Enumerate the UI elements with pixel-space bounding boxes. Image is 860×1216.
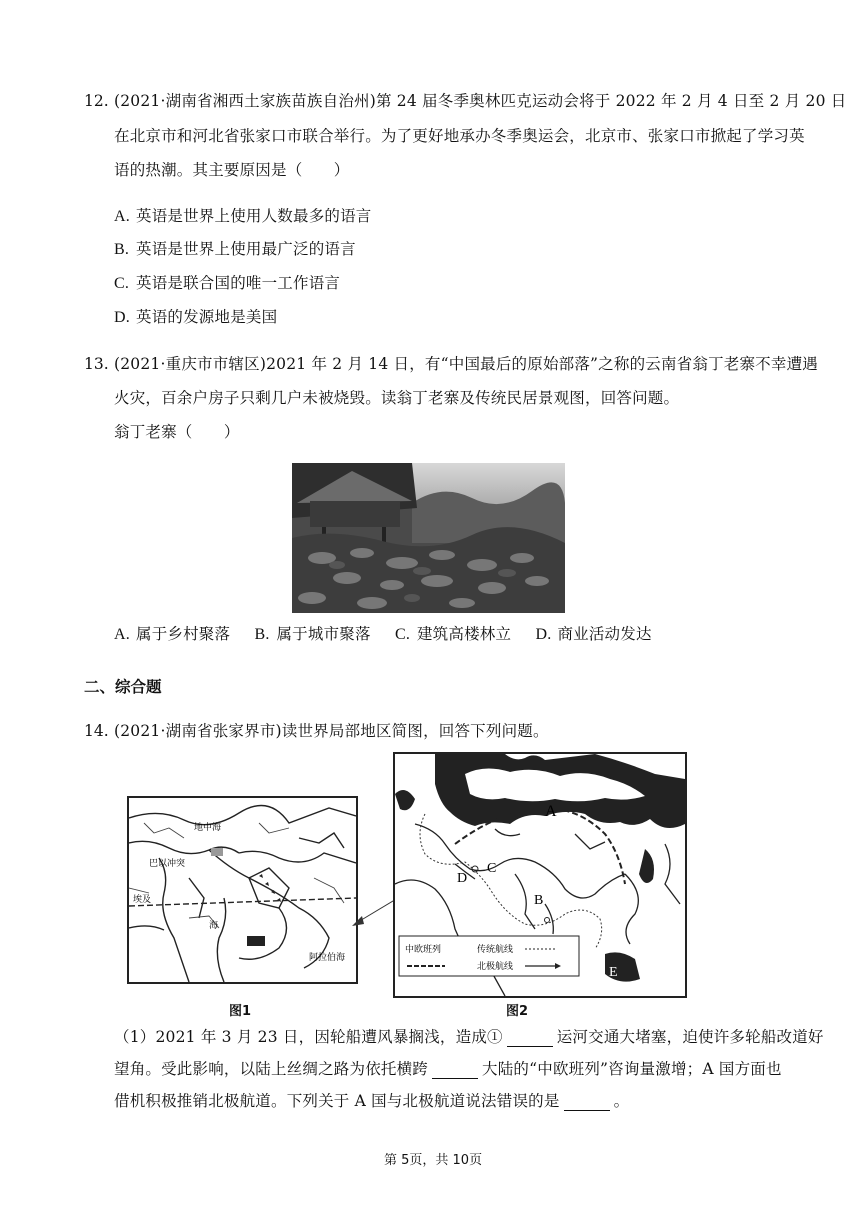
option-letter: D. <box>114 309 130 326</box>
q13-option-a[interactable] <box>114 625 230 643</box>
figure-1-caption: 图1 <box>229 1004 252 1019</box>
q13-options-row <box>114 624 652 645</box>
figure-1-map-drawing <box>129 798 356 982</box>
q12-option-b[interactable] <box>114 239 356 260</box>
legend-traditional-route: 传统航线 <box>477 945 514 955</box>
question-12-line-3: 语的热潮。其主要原因是（ ） <box>114 161 350 179</box>
answer-blank-3[interactable] <box>564 1094 610 1111</box>
map1-label-egypt: 埃及 <box>133 895 152 905</box>
map2-label-c: C <box>487 861 497 876</box>
figure-1-map <box>127 796 358 984</box>
q14-part1-text-a: （1）2021 年 3 月 23 日，因轮船遭风暴搁浅，造成① <box>114 1028 503 1046</box>
option-letter: B. <box>254 626 270 643</box>
map1-label-mediterranean: 地中海 <box>194 823 222 833</box>
q13-option-c[interactable] <box>395 625 511 643</box>
q14-part1-text-e: 借机积极推销北极航道。下列关于 A 国与北极航道说法错误的是 <box>114 1092 560 1110</box>
option-letter: D. <box>535 626 552 643</box>
map2-label-e: E <box>609 965 618 980</box>
option-text: 商业活动发达 <box>557 625 652 643</box>
village-photo <box>292 463 565 613</box>
question-13-line-2: 火灾，百余户房子只剩几户未被烧毁。读翁丁老寨及传统民居景观图，回答问题。 <box>114 389 680 407</box>
question-13-number: 13. <box>84 355 109 373</box>
q12-option-c[interactable] <box>114 273 340 294</box>
q14-part1-line-2 <box>114 1059 782 1079</box>
q14-part1-line-3 <box>114 1091 629 1111</box>
option-text: 属于城市聚落 <box>276 625 371 643</box>
option-letter: B. <box>114 241 130 258</box>
answer-blank-1[interactable] <box>507 1030 553 1047</box>
q14-part1-text-d: 大陆的“中欧班列”咨询量激增；A 国方面也 <box>482 1060 782 1078</box>
option-text: 建筑高楼林立 <box>416 625 512 643</box>
section-heading: 二、综合题 <box>84 678 162 696</box>
legend-arctic-route: 北极航线 <box>477 962 514 972</box>
question-13-stem: 翁丁老寨（ ） <box>114 423 240 441</box>
map1-label-conflict: 巴以冲突 <box>149 859 186 869</box>
map2-label-b: B <box>534 893 544 908</box>
answer-blank-2[interactable] <box>432 1062 478 1079</box>
question-12-line-1: (2021·湖南省湘西土家族苗族自治州)第 24 届冬季奥林匹克运动会将于 2022 年 2 月 4 日至 2 月 20 日 <box>114 92 847 110</box>
legend-china-europe-train: 中欧班列 <box>405 945 442 955</box>
village-photo-image <box>292 463 565 613</box>
question-12-line-2: 在北京市和河北省张家口市联合举行。为了更好地承办冬季奥运会，北京市、张家口市掀起了学习英 <box>114 127 805 145</box>
map2-label-d: D <box>457 871 468 886</box>
page-footer: 第 5页，共 10页 <box>384 1153 483 1168</box>
q13-option-d[interactable] <box>535 625 651 643</box>
option-text: 英语是联合国的唯一工作语言 <box>136 274 341 292</box>
question-13-line-1: (2021·重庆市市辖区)2021 年 2 月 14 日，有“中国最后的原始部落”之称的云南省翁丁老寨不幸遭遇 <box>114 355 818 373</box>
figure-2-map <box>393 752 687 998</box>
q13-option-b[interactable] <box>254 625 370 643</box>
map1-label-sea: 海 <box>209 921 219 931</box>
map2-label-a: A <box>545 803 557 820</box>
figure-2-caption: 图2 <box>506 1004 529 1019</box>
option-text: 英语是世界上使用最广泛的语言 <box>136 240 356 258</box>
option-text: 英语是世界上使用人数最多的语言 <box>136 207 372 225</box>
option-letter: A. <box>114 208 130 225</box>
q12-option-a[interactable] <box>114 206 372 227</box>
option-letter: C. <box>394 626 411 643</box>
option-letter: A. <box>114 626 130 643</box>
map1-label-arabian-sea: 阿拉伯海 <box>309 953 346 963</box>
option-letter: C. <box>114 275 130 292</box>
q14-part1-text-f: 。 <box>613 1092 630 1110</box>
option-text: 英语的发源地是美国 <box>136 308 278 326</box>
figure-2-map-drawing <box>395 754 685 996</box>
question-14-line-1: (2021·湖南省张家界市)读世界局部地区简图，回答下列问题。 <box>114 722 549 740</box>
q14-part1-line-1 <box>114 1027 824 1047</box>
question-14-number: 14. <box>84 722 109 740</box>
q14-part1-text-b: 运河交通大堵塞，迫使许多轮船改道好 <box>556 1028 824 1046</box>
q14-part1-text-c: 望角。受此影响，以陆上丝绸之路为依托横跨 <box>114 1060 429 1078</box>
question-12-number: 12. <box>84 92 109 110</box>
option-text: 属于乡村聚落 <box>136 625 231 643</box>
q12-option-d[interactable] <box>114 307 277 328</box>
